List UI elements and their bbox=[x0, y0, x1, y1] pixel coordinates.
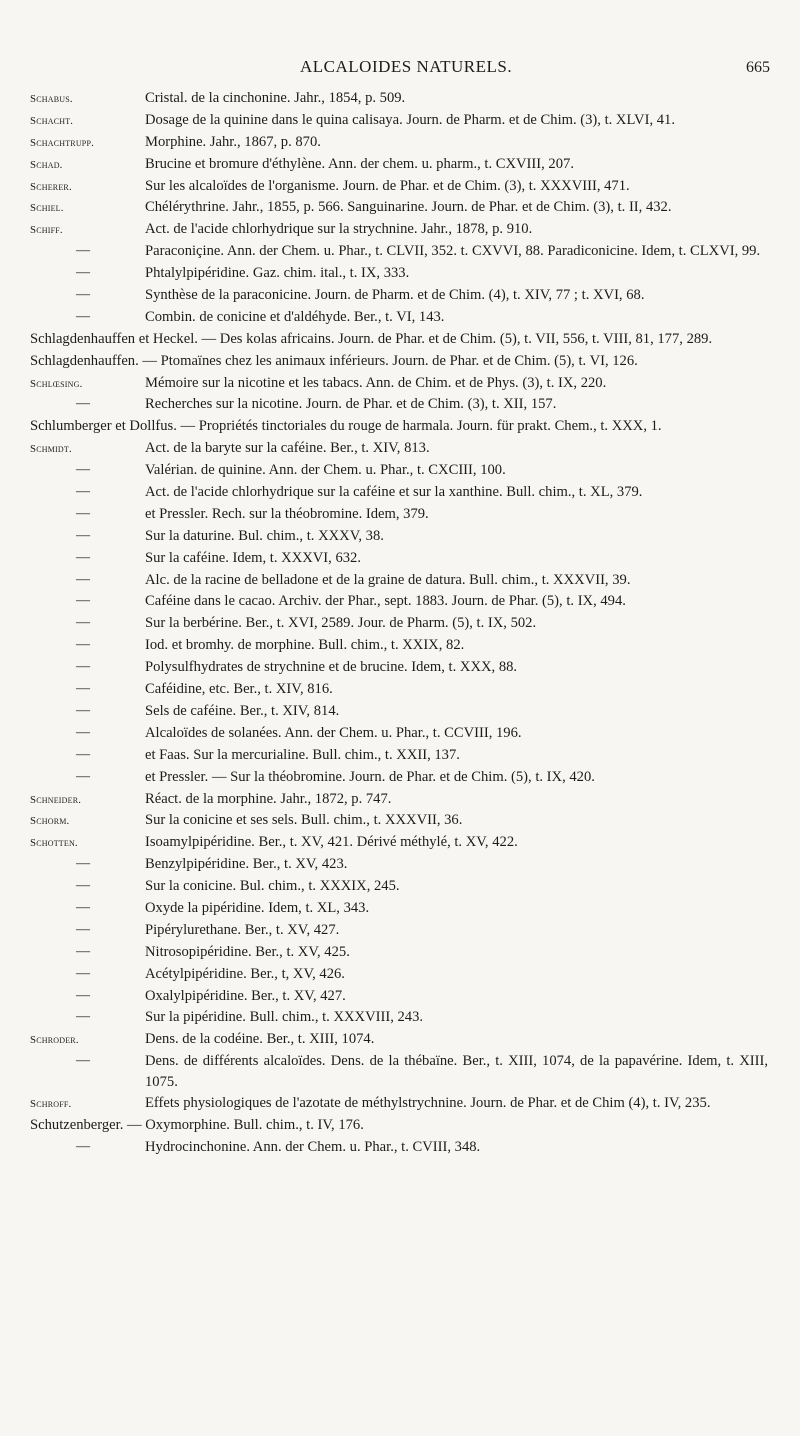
entry-text: Sur les alcaloïdes de l'organisme. Journ. de Phar. et de Chim. (3), t. XXXVIII, 471. bbox=[145, 177, 630, 194]
entry-text: Sur la conicine et ses sels. Bull. chim., t. XXXVII, 36. bbox=[145, 812, 463, 829]
running-title: ALCALOIDES NATURELS. bbox=[300, 57, 513, 76]
ditto-dash: — bbox=[76, 702, 90, 718]
entry-text: Sur la daturine. Bul. chim., t. XXXV, 38. bbox=[145, 527, 384, 544]
ditto-dash: — bbox=[76, 308, 90, 324]
entry-text: Morphine. Jahr., 1867, p. 870. bbox=[145, 133, 321, 150]
entry-text: Pipérylurethane. Ber., t. XV, 427. bbox=[145, 921, 340, 938]
ditto-dash: — bbox=[76, 287, 90, 303]
bibliography-entry bbox=[0, 132, 800, 154]
entry-text: Sur la caféine. Idem, t. XXXVI, 632. bbox=[145, 549, 362, 566]
entry-text: Recherches sur la nicotine. Journ. de Phar. et de Chim. (3), t. XII, 157. bbox=[145, 396, 557, 413]
ditto-dash: — bbox=[76, 899, 90, 915]
entry-author: Schacht. bbox=[30, 114, 74, 127]
ditto-dash: — bbox=[76, 965, 90, 981]
bibliography-entry bbox=[0, 460, 800, 482]
ditto-dash: — bbox=[76, 243, 90, 259]
entry-author: Schneider. bbox=[30, 793, 82, 806]
ditto-dash: — bbox=[76, 571, 90, 587]
entry-author: Schabus. bbox=[30, 93, 73, 105]
bibliography-entry bbox=[0, 1093, 800, 1115]
bibliography-entry bbox=[0, 1029, 800, 1051]
entry-text: et Pressler. Rech. sur la théobromine. Idem, 379. bbox=[145, 505, 429, 522]
entry-author: Schachtrupp. bbox=[30, 136, 95, 149]
ditto-dash: — bbox=[76, 856, 90, 872]
bibliography-entry bbox=[0, 964, 800, 986]
entry-text: Nitrosopipéridine. Ber., t. XV, 425. bbox=[145, 943, 350, 960]
bibliography-entry bbox=[0, 307, 800, 329]
ditto-dash: — bbox=[76, 921, 90, 937]
ditto-dash: — bbox=[76, 462, 90, 478]
entry-text: Effets physiologiques de l'azotate de méthylstrychnine. Journ. de Phar. et de Chim (4), t. IV, 235. bbox=[145, 1094, 711, 1111]
bibliography-entry bbox=[0, 110, 800, 132]
ditto-dash: — bbox=[76, 987, 90, 1003]
bibliography-entry bbox=[0, 526, 800, 548]
bibliography-entry bbox=[0, 789, 800, 811]
entry-author: Schiel. bbox=[30, 202, 64, 215]
entry-text: Schlagdenhauffen et Heckel. — Des kolas africains. Journ. de Phar. et de Chim. (5), t. VII, 556, t. VIII, 81, 177, 289. bbox=[30, 330, 713, 347]
bibliography-entry bbox=[0, 504, 800, 526]
ditto-dash: — bbox=[76, 1053, 90, 1069]
ditto-dash: — bbox=[76, 484, 90, 500]
bibliography-entry bbox=[0, 701, 800, 723]
entry-text: Dosage de la quinine dans le quina calisaya. Journ. de Pharm. et de Chim. (3), t. XLVI, 41. bbox=[145, 111, 675, 128]
bibliography-list bbox=[0, 88, 800, 1158]
bibliography-entry bbox=[0, 745, 800, 767]
entry-text: Dens. de différents alcaloïdes. Dens. de la thébaïne. Ber., t. XIII, 1074, de la papavérine. Idem, t. XIII, 1075. bbox=[145, 1053, 768, 1090]
entry-text: Iod. et bromhy. de morphine. Bull. chim., t. XXIX, 82. bbox=[145, 637, 465, 654]
entry-text: Sur la conicine. Bul. chim., t. XXXIX, 245. bbox=[145, 878, 400, 895]
bibliography-entry bbox=[0, 898, 800, 920]
bibliography-entry bbox=[0, 1137, 800, 1159]
entry-text: Sur la pipéridine. Bull. chim., t. XXXVIII, 243. bbox=[145, 1009, 424, 1026]
bibliography-entry bbox=[0, 88, 800, 110]
bibliography-entry bbox=[0, 723, 800, 745]
bibliography-entry bbox=[0, 241, 800, 263]
entry-author: Schiff. bbox=[30, 224, 63, 237]
ditto-dash: — bbox=[76, 1138, 90, 1154]
entry-text: Act. de la baryte sur la caféine. Ber., t. XIV, 813. bbox=[145, 440, 430, 457]
entry-author: Schlœsing. bbox=[30, 377, 83, 390]
ditto-dash: — bbox=[76, 724, 90, 740]
bibliography-entry bbox=[0, 438, 800, 460]
bibliography-entry bbox=[0, 219, 800, 241]
bibliography-entry bbox=[0, 613, 800, 635]
bibliography-entry bbox=[0, 482, 800, 504]
entry-text: Chélérythrine. Jahr., 1855, p. 566. Sanguinarine. Journ. de Phar. et de Chim. (3), t. II, 432. bbox=[145, 199, 672, 216]
bibliography-entry bbox=[0, 1051, 800, 1093]
bibliography-entry bbox=[0, 548, 800, 570]
ditto-dash: — bbox=[76, 505, 90, 521]
entry-text: Sur la berbérine. Ber., t. XVI, 2589. Jour. de Pharm. (5), t. IX, 502. bbox=[145, 615, 537, 632]
bibliography-entry bbox=[0, 1115, 800, 1137]
entry-text: Sels de caféine. Ber., t. XIV, 814. bbox=[145, 702, 340, 719]
ditto-dash: — bbox=[76, 615, 90, 631]
bibliography-entry bbox=[0, 176, 800, 198]
entry-text: Mémoire sur la nicotine et les tabacs. Ann. de Chim. et de Phys. (3), t. IX, 220. bbox=[145, 374, 607, 391]
entry-text: Benzylpipéridine. Ber., t. XV, 423. bbox=[145, 856, 348, 873]
bibliography-entry bbox=[0, 285, 800, 307]
entry-text: Réact. de la morphine. Jahr., 1872, p. 747. bbox=[145, 790, 392, 807]
entry-text: Cristal. de la cinchonine. Jahr., 1854, p. 509. bbox=[145, 90, 406, 106]
bibliography-entry bbox=[0, 1007, 800, 1029]
entry-text: Caféidine, etc. Ber., t. XIV, 816. bbox=[145, 681, 333, 698]
entry-author: Schorm. bbox=[30, 815, 70, 828]
entry-text: et Faas. Sur la mercurialine. Bull. chim., t. XXII, 137. bbox=[145, 746, 460, 763]
bibliography-entry bbox=[0, 854, 800, 876]
ditto-dash: — bbox=[76, 265, 90, 281]
bibliography-entry bbox=[0, 394, 800, 416]
ditto-dash: — bbox=[76, 396, 90, 412]
page-number: 665 bbox=[746, 59, 770, 76]
ditto-dash: — bbox=[76, 1009, 90, 1025]
bibliography-entry bbox=[0, 986, 800, 1008]
bibliography-entry bbox=[0, 679, 800, 701]
bibliography-entry bbox=[0, 154, 800, 176]
entry-text: Oxalylpipéridine. Ber., t. XV, 427. bbox=[145, 987, 346, 1004]
ditto-dash: — bbox=[76, 878, 90, 894]
entry-text: Hydrocinchonine. Ann. der Chem. u. Phar., t. CVIII, 348. bbox=[145, 1138, 481, 1155]
ditto-dash: — bbox=[76, 659, 90, 675]
bibliography-entry bbox=[0, 373, 800, 395]
entry-text: Phtalylpipéridine. Gaz. chim. ital., t. IX, 333. bbox=[145, 265, 410, 282]
bibliography-entry bbox=[0, 591, 800, 613]
ditto-dash: — bbox=[76, 593, 90, 609]
bibliography-entry bbox=[0, 263, 800, 285]
entry-text: Schlumberger et Dollfus. — Propriétés tinctoriales du rouge de harmala. Journ. für prakt. Chem., t. XXX, 1. bbox=[30, 418, 662, 435]
bibliography-entry bbox=[0, 810, 800, 832]
bibliography-entry bbox=[0, 351, 800, 373]
bibliography-entry bbox=[0, 942, 800, 964]
entry-author: Schotten. bbox=[30, 837, 78, 850]
entry-text: Act. de l'acide chlorhydrique sur la strychnine. Jahr., 1878, p. 910. bbox=[145, 221, 533, 238]
entry-text: Valérian. de quinine. Ann. der Chem. u. Phar., t. CXCIII, 100. bbox=[145, 462, 506, 479]
entry-text: et Pressler. — Sur la théobromine. Journ. de Phar. et de Chim. (5), t. IX, 420. bbox=[145, 768, 595, 785]
bibliography-entry bbox=[0, 329, 800, 351]
entry-text: Synthèse de la paraconicine. Journ. de Pharm. et de Chim. (4), t. XIV, 77 ; t. XVI, 68. bbox=[145, 287, 645, 304]
entry-text: Acétylpipéridine. Ber., t, XV, 426. bbox=[145, 965, 345, 982]
entry-text: Combin. de conicine et d'aldéhyde. Ber., t. VI, 143. bbox=[145, 308, 445, 325]
ditto-dash: — bbox=[76, 746, 90, 762]
entry-author: Schroder. bbox=[30, 1034, 79, 1047]
entry-text: Schlagdenhauffen. — Ptomaïnes chez les animaux inférieurs. Journ. de Phar. et de Chim. (5), t. VI, 126. bbox=[30, 352, 638, 369]
bibliography-entry bbox=[0, 635, 800, 657]
entry-text: Alcaloïdes de solanées. Ann. der Chem. u. Phar., t. CCVIII, 196. bbox=[145, 724, 522, 741]
ditto-dash: — bbox=[76, 527, 90, 543]
entry-text: Schutzenberger. — Oxymorphine. Bull. chim., t. IV, 176. bbox=[30, 1116, 364, 1133]
entry-text: Paraconiçine. Ann. der Chem. u. Phar., t. CLVII, 352. t. CXVVI, 88. Paradiconicine. Idem, t. CLXVI, 99. bbox=[145, 243, 761, 260]
ditto-dash: — bbox=[76, 943, 90, 959]
ditto-dash: — bbox=[76, 768, 90, 784]
entry-author: Schroff. bbox=[30, 1097, 72, 1110]
bibliography-entry bbox=[0, 197, 800, 219]
bibliography-entry bbox=[0, 570, 800, 592]
bibliography-entry bbox=[0, 767, 800, 789]
bibliography-entry bbox=[0, 832, 800, 854]
bibliography-entry bbox=[0, 657, 800, 679]
entry-author: Schad. bbox=[30, 158, 63, 171]
bibliography-entry bbox=[0, 920, 800, 942]
entry-author: Schmidt. bbox=[30, 443, 72, 456]
entry-text: Act. de l'acide chlorhydrique sur la caféine et sur la xanthine. Bull. chim., t. XL, 379. bbox=[145, 484, 643, 501]
entry-text: Isoamylpipéridine. Ber., t. XV, 421. Dérivé méthylé, t. XV, 422. bbox=[145, 834, 518, 851]
entry-text: Oxyde la pipéridine. Idem, t. XL, 343. bbox=[145, 899, 370, 916]
entry-text: Dens. de la codéine. Ber., t. XIII, 1074. bbox=[145, 1031, 375, 1048]
entry-text: Alc. de la racine de belladone et de la graine de datura. Bull. chim., t. XXXVII, 39. bbox=[145, 571, 631, 588]
ditto-dash: — bbox=[76, 681, 90, 697]
entry-text: Brucine et bromure d'éthylène. Ann. der chem. u. pharm., t. CXVIII, 207. bbox=[145, 155, 574, 172]
entry-author: Scherer. bbox=[30, 180, 72, 193]
ditto-dash: — bbox=[76, 637, 90, 653]
ditto-dash: — bbox=[76, 549, 90, 565]
bibliography-entry bbox=[0, 416, 800, 438]
entry-text: Caféine dans le cacao. Archiv. der Phar., sept. 1883. Journ. de Phar. (5), t. IX, 494. bbox=[145, 593, 626, 610]
entry-text: Polysulfhydrates de strychnine et de brucine. Idem, t. XXX, 88. bbox=[145, 659, 518, 676]
page-header bbox=[0, 57, 800, 83]
bibliography-entry bbox=[0, 876, 800, 898]
